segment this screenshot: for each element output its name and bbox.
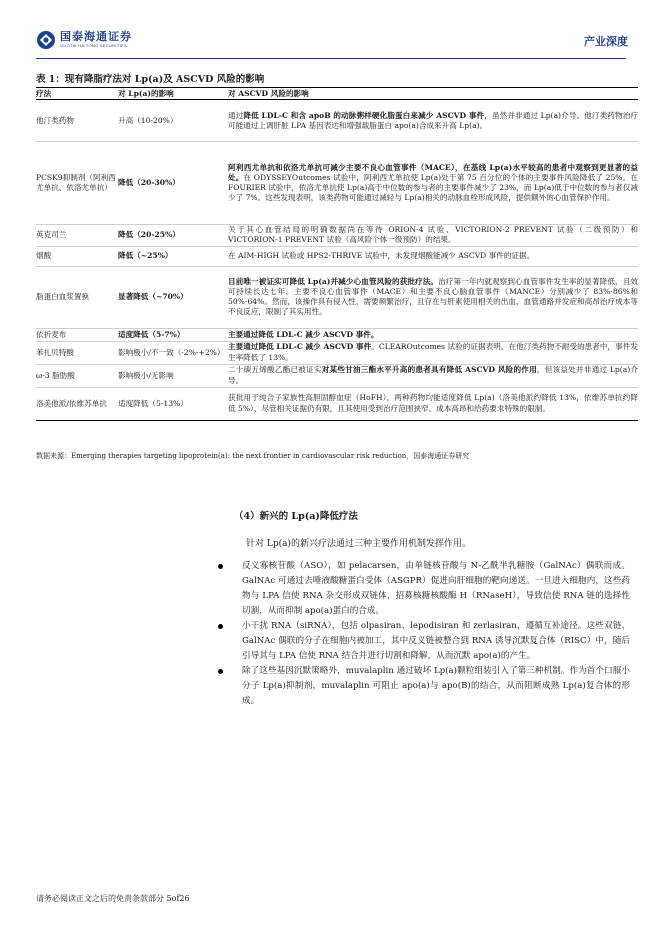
- therapy-cell: 脂蛋白血浆置换: [36, 266, 118, 328]
- column-header: 疗法: [36, 88, 118, 100]
- body-text: 获批用于纯合子家族性高胆固醇血症（HoFH），两种药物均能适度降低 Lp(a)（洛美他派约降低 13%，依维苏单抗约降低 5%），尽管相关证据仍有限，且其使用受到治疗范围狭窄、成本高昂和给药要求特殊的限制。: [228, 393, 638, 413]
- section-title: （4）新兴的 Lp(a)降低疗法: [234, 511, 358, 522]
- therapy-cell: 他汀类药物: [36, 100, 118, 142]
- therapy-cell: ω-3 脂肪酸: [36, 364, 118, 387]
- table-row: [36, 364, 638, 387]
- table-row: [36, 387, 638, 420]
- therapy-cell: 依折麦布: [36, 328, 118, 341]
- emphasis-text: 目前唯一被证实可降低 Lp(a)并减少心血管风险的获批疗法。: [228, 276, 439, 286]
- ascvd-effect-cell: [228, 364, 638, 387]
- body-text: 二十碳五烯酸乙酯已被证实: [228, 365, 322, 375]
- report-type: 产业深度: [584, 35, 628, 48]
- header-divider: [36, 58, 626, 59]
- bullet-dot-icon: [218, 624, 223, 629]
- table-row: [36, 142, 638, 225]
- body-text: 通过: [228, 110, 244, 120]
- ascvd-effect-cell: [228, 328, 638, 341]
- logo-cn-text: 国泰海通证券: [60, 30, 132, 43]
- body-text: 在 ODYSSEYOutcomes 试验中，阿利西尤单抗使 Lp(a)处于第 75 百分位的个体的主要事件风险降低了 25%。在 FOURIER 试验中，依洛尤单抗使 Lp(a)高于中位数的参与者的主要事件减少了 23%，而 Lp(a)低于中位数的参与者仅减少了 7%。这些发现表明，该类药物可能通过减轻与 Lp(a)相关的动脉血栓形成风险，提供额外的心血管保护作用。: [228, 173, 638, 203]
- ascvd-effect-cell: [228, 246, 638, 266]
- bullet-dot-icon: [218, 564, 223, 569]
- column-header: 对 Lp(a)的影响: [118, 88, 228, 100]
- bullet-text: 除了这些基因沉默策略外，muvalaplin 通过破坏 Lp(a)颗粒组装引入了第三种机制。作为首个口服小分子 Lp(a)抑制剂，muvalaplin 可阻止 apo(a)与 apo(B)的结合，从而阻断成熟 Lp(a)复合体的形成。: [242, 666, 630, 706]
- therapy-cell: 苯扎贝特酸: [36, 341, 118, 364]
- therapy-cell: 英克司兰: [36, 225, 118, 246]
- bullet-text: 反义寡核苷酸（ASO），如 pelacarsen，由单链核苷酸与 N-乙酰半乳糖胺（GalNAc）偶联而成。GalNAc 可通过去唾液酸糖蛋白受体（ASGPR）促进向肝细胞的靶向递送。一旦进入细胞内，这些药物与 LPA 信使 RNA 杂交形成双链体，招募核糖核酸酶 H（RNaseH），导致信使 RNA 链的选择性切割，从而抑制 apo(a)蛋白的合成。: [242, 561, 630, 616]
- table-row: [36, 100, 638, 142]
- therapy-table-section: [36, 74, 638, 421]
- section-intro: 针对 Lp(a)的新兴疗法通过三种主要作用机制发挥作用。: [246, 539, 471, 549]
- table-row: [36, 266, 638, 328]
- ascvd-effect-cell: [228, 266, 638, 328]
- table-body: [36, 100, 638, 420]
- body-text: 治疗第一年内就观察到心血管事件发生率的显著降低，且效可持续长达七年。主要不良心血管事件（MACE）和主要不良心脑血管事件（MANCE）分别减少了 83%-86%和 50%-64%。然而，该操作具有侵入性，需要频繁治疗，且存在与肝素使用相关的出血、血管通路并发症和高昂治疗成本等不良反应，限制了其实用性。: [228, 276, 638, 317]
- page-footer: 请务必阅读正文之后的免责条款部分 5of26: [36, 894, 190, 903]
- column-header: 对 ASCVD 风险的影响: [228, 88, 638, 100]
- lpa-effect-cell: 降低（20-30%）: [118, 142, 228, 225]
- list-item: [216, 559, 630, 619]
- page-header: [0, 0, 662, 60]
- therapy-cell: 洛美他派/依维苏单抗: [36, 387, 118, 420]
- therapy-cell: PCSK9抑制剂（阿利西尤单抗、依洛尤单抗）: [36, 142, 118, 225]
- list-item: [216, 664, 630, 709]
- lpa-effect-cell: 升高（10-20%）: [118, 100, 228, 142]
- bullet-list: [216, 559, 630, 709]
- therapy-cell: 烟酸: [36, 246, 118, 266]
- ascvd-effect-cell: [228, 142, 638, 225]
- emphasis-text: 对某些甘油三酯水平升高的患者具有降低 ASCVD 风险的作用: [321, 365, 537, 375]
- body-text: ，虽然并非通过 Lp(a)介导。他汀类药物治疗可能通过上调肝脏 LPA 基因表达和增强载脂蛋白 apo(a)合成来升高 Lp(a)。: [228, 110, 638, 130]
- logo-icon: [36, 30, 56, 50]
- ascvd-effect-cell: [228, 387, 638, 420]
- lpa-effect-cell: 降低（20-25%）: [118, 225, 228, 246]
- ascvd-effect-cell: [228, 225, 638, 246]
- bullet-dot-icon: [218, 669, 223, 674]
- lpa-effect-cell: 降低（~25%）: [118, 246, 228, 266]
- table-header-row: [36, 88, 638, 100]
- bullet-text: 小干扰 RNA（siRNA），包括 olpasiran、lepodisiran 和 zerlasiran，遵循互补途径。这些双链、GalNAc 偶联的分子在细胞内被加工，其中反义链被整合到 RNA 诱导沉默复合体（RISC）中，随后引导其与 LPA 信使 RNA 结合并进行切割和降解，从而沉默 apo(a)的产生。: [242, 621, 630, 661]
- ascvd-effect-cell: [228, 100, 638, 142]
- body-text: ，但该益处并非通过 Lp(a)介导。: [228, 365, 638, 385]
- ascvd-effect-cell: [228, 341, 638, 364]
- emphasis-text: 主要通过降低 LDL-C 减少 ASCVD 事件: [228, 342, 372, 352]
- emphasis-text: 降低 LDL-C 和含 apoB 的动脉粥样硬化脂蛋白来减少 ASCVD 事件: [243, 110, 485, 120]
- emphasis-text: 主要通过降低 LDL-C 减少 ASCVD 事件。: [228, 329, 379, 339]
- list-item: [216, 619, 630, 664]
- emphasis-text: 阿利西尤单抗和依洛尤单抗可减少主要不良心血管事件（MACE），在基线 Lp(a)水平较高的患者中观察到更显著的益处。: [228, 162, 638, 182]
- therapy-table: [36, 87, 638, 421]
- lpa-effect-cell: 适度降低（5-7%）: [118, 328, 228, 341]
- table-row: [36, 328, 638, 341]
- logo-en-text: GUOTAI HAITONG SECURITIES: [60, 43, 127, 48]
- lpa-effect-cell: 适度降低（5-13%）: [118, 387, 228, 420]
- body-text: 在 AIM-HIGH 试验或 HPS2-THRIVE 试验中，未发现烟酸能减少 ASCVD 事件的证据。: [228, 251, 535, 260]
- lpa-effect-cell: 影响极小/无影响: [118, 364, 228, 387]
- table-row: [36, 246, 638, 266]
- lpa-effect-cell: 影响极小/不一致（-2%-+2%）: [118, 341, 228, 364]
- body-text: 关于其心血管结局的明确数据尚在等待 ORION-4 试验、VICTORION-2 PREVENT 试验（二级预防）和 VICTORION-1 PREVENT 试验（高风险个体一级预防）的结果。: [228, 225, 638, 245]
- table-row: [36, 341, 638, 364]
- table-title: 表 1：现有降脂疗法对 Lp(a)及 ASCVD 风险的影响: [36, 74, 265, 85]
- body-text: 。CLEAROutcomes 试验的证据表明，在他汀类药物不耐受的患者中，事件发生率降低了 13%。: [228, 342, 639, 362]
- table-row: [36, 225, 638, 246]
- brand-logo: [36, 30, 132, 50]
- table-source: 数据来源：Emerging therapies targeting lipoprotein(a): the next frontier in cardiovascular risk reduction，国泰海通证券研究: [36, 452, 470, 460]
- lpa-effect-cell: 显著降低（~70%）: [118, 266, 228, 328]
